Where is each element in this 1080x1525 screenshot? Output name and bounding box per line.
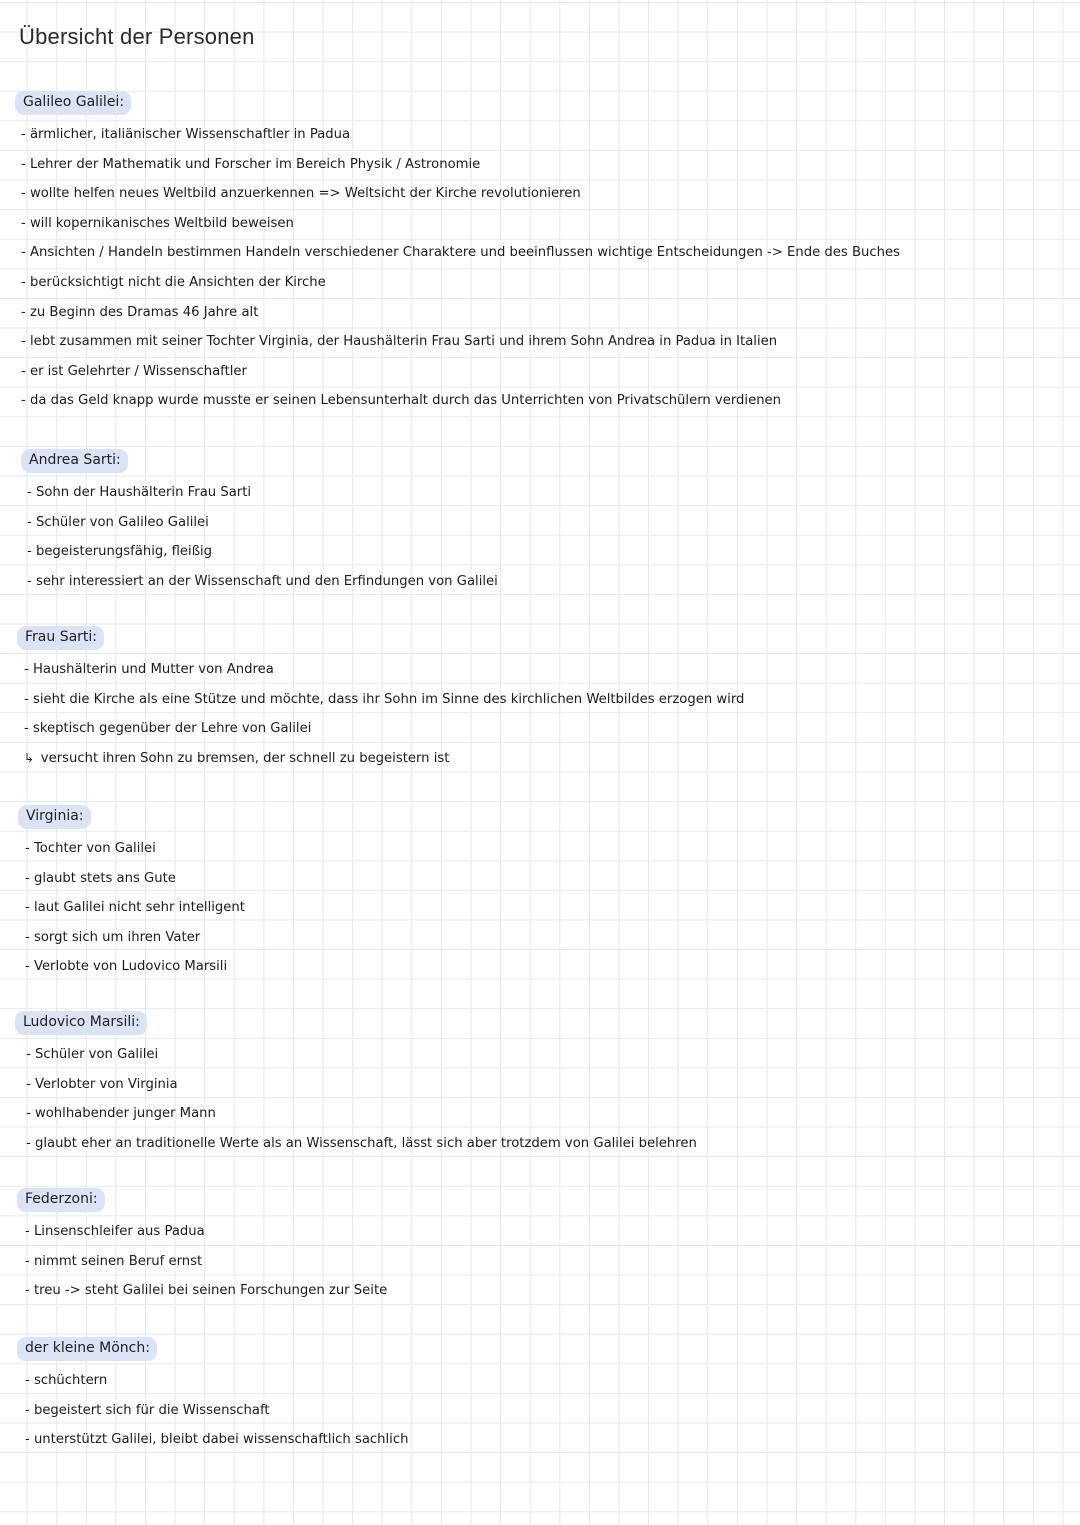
list-item: - Tochter von Galilei: [25, 841, 156, 856]
list-item: - Lehrer der Mathematik und Forscher im Bereich Physik / Astronomie: [21, 156, 481, 172]
page-title: Übersicht der Personen: [19, 24, 255, 49]
section-label-der-kleine-moench: der kleine Mönch:: [17, 1337, 157, 1361]
list-item: - glaubt stets ans Gute: [25, 870, 176, 886]
list-item: - wollte helfen neues Weltbild anzuerkennen => Weltsicht der Kirche revolutionieren: [21, 186, 581, 202]
section-andrea-sarti: [0, 449, 1080, 596]
list-item: - zu Beginn des Dramas 46 Jahre alt: [21, 304, 259, 320]
section-federzoni: [0, 1188, 1080, 1306]
list-item: - er ist Gelehrter / Wissenschaftler: [21, 363, 247, 379]
list-item: - sehr interessiert an der Wissenschaft und den Erfindungen von Galilei: [27, 573, 498, 589]
list-item: - Sohn der Haushälterin Frau Sarti: [27, 485, 252, 500]
point-list-virginia: [25, 834, 1080, 982]
sub-point-text: versucht ihren Sohn zu bremsen, der schnell zu begeistern ist: [40, 750, 450, 766]
list-item: - ärmlicher, italiänischer Wissenschaftler in Padua: [21, 127, 351, 142]
point-list-ludovico-marsili: [26, 1040, 1080, 1158]
section-label-frau-sarti: Frau Sarti:: [17, 626, 104, 650]
point-list-galileo-galilei: [21, 120, 1080, 416]
section-label-virginia: Virginia:: [18, 805, 91, 829]
list-item: - Haushälterin und Mutter von Andrea: [24, 662, 274, 677]
list-item: - laut Galilei nicht sehr intelligent: [25, 900, 245, 916]
list-item: - wohlhabender junger Mann: [26, 1106, 216, 1122]
list-item: - glaubt eher an traditionelle Werte als an Wissenschaft, lässt sich aber trotzdem von Galilei belehren: [26, 1135, 697, 1151]
section-label-galileo-galilei: Galileo Galilei:: [15, 91, 131, 115]
section-virginia: [0, 805, 1080, 982]
list-item: - Verlobter von Virginia: [26, 1076, 178, 1092]
point-list-der-kleine-moench: [25, 1366, 1080, 1455]
section-der-kleine-moench: [0, 1337, 1080, 1455]
list-item: - sorgt sich um ihren Vater: [25, 929, 201, 945]
list-item: - skeptisch gegenüber der Lehre von Galilei: [24, 721, 312, 737]
list-item: - nimmt seinen Beruf ernst: [25, 1253, 203, 1269]
list-item: - lebt zusammen mit seiner Tochter Virginia, der Haushälterin Frau Sarti und ihrem Sohn Andrea in Padua in Italien: [21, 334, 778, 350]
section-frau-sarti: [0, 626, 1080, 773]
list-item: - Linsenschleifer aus Padua: [25, 1224, 205, 1239]
list-item: - da das Geld knapp wurde musste er seinen Lebensunterhalt durch das Unterrichten von Privatschülern verdienen: [21, 393, 782, 409]
list-item: - Verlobte von Ludovico Marsili: [25, 959, 228, 975]
list-item: - sieht die Kirche als eine Stütze und möchte, dass ihr Sohn im Sinne des kirchlichen Weltbildes erzogen wird: [24, 691, 745, 707]
list-item: - will kopernikanisches Weltbild beweisen: [21, 215, 294, 231]
section-label-andrea-sarti: Andrea Sarti:: [21, 449, 128, 473]
list-item: - Schüler von Galilei: [26, 1047, 159, 1062]
list-item: - berücksichtigt nicht die Ansichten der Kirche: [21, 274, 326, 290]
point-list-andrea-sarti: [27, 478, 1080, 596]
list-item: - schüchtern: [25, 1373, 108, 1388]
section-label-ludovico-marsili: Ludovico Marsili:: [15, 1011, 147, 1035]
point-list-federzoni: [25, 1217, 1080, 1306]
point-list-frau-sarti: [24, 655, 1080, 773]
list-item: - Schüler von Galileo Galilei: [27, 514, 209, 530]
sub-point-arrow-icon: ↳: [24, 750, 35, 765]
list-item: - treu -> steht Galilei bei seinen Forschungen zur Seite: [25, 1283, 388, 1299]
section-label-federzoni: Federzoni:: [17, 1188, 105, 1212]
list-item: - unterstützt Galilei, bleibt dabei wissenschaftlich sachlich: [25, 1432, 409, 1448]
list-item: [24, 744, 1080, 774]
section-galileo-galilei: [0, 91, 1080, 416]
list-item: - begeistert sich für die Wissenschaft: [25, 1402, 270, 1418]
list-item: - begeisterungsfähig, fleißig: [27, 544, 213, 560]
list-item: - Ansichten / Handeln bestimmen Handeln verschiedener Charaktere und beeinflussen wichtige Entscheidungen -> Ende des Buches: [21, 245, 900, 261]
section-ludovico-marsili: [0, 1011, 1080, 1158]
